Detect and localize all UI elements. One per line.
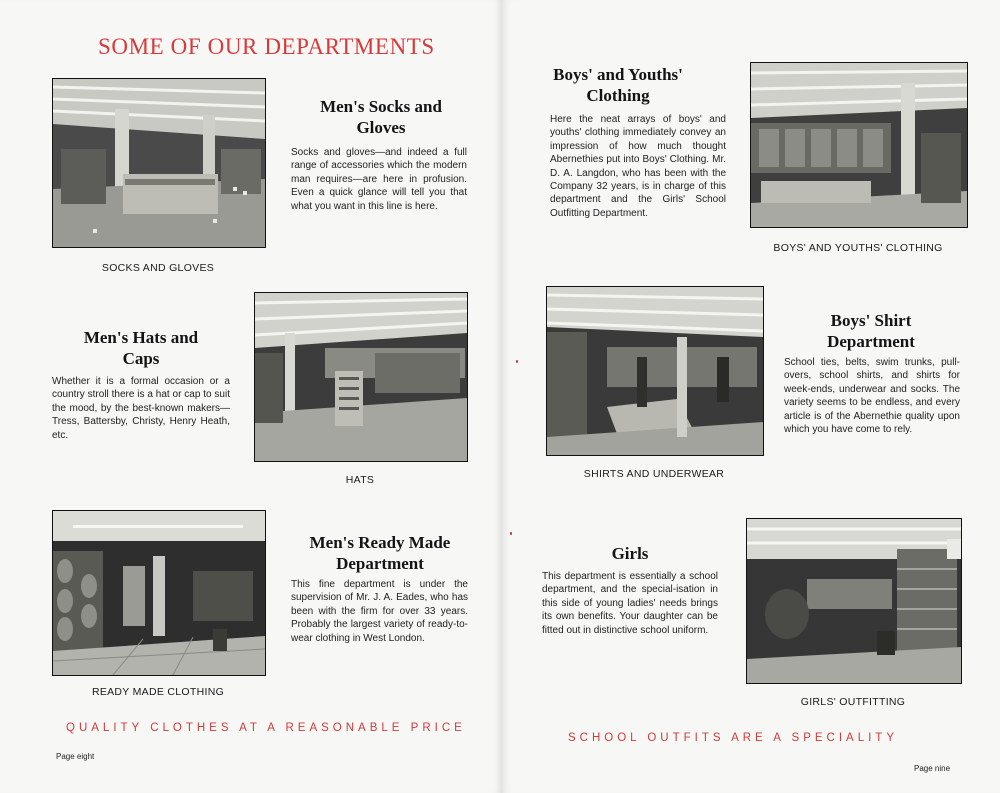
hats-heading <box>56 327 226 369</box>
socks-heading-line1: Men's Socks and <box>320 97 442 116</box>
ready-made-heading <box>292 532 468 574</box>
hats-caption: HATS <box>345 474 375 486</box>
right-slogan: SCHOOL OUTFITS ARE A SPECIALITY <box>568 732 898 744</box>
girls-caption: GIRLS' OUTFITTING <box>800 696 906 708</box>
boys-shirt-heading <box>786 310 956 352</box>
boys-youths-description: Here the neat arrays of boys' and youths' clothing immediately convey an impression of how much thought Abernethies put into Boys' Clothing. Mr. D. A. Langdon, who has been with the Company 32 years, is in charge of this department and the Girls' School Outfitting Department. <box>550 114 726 219</box>
boys-and-youths-clothing-photo <box>750 62 968 228</box>
page-title: SOME OF OUR DEPARTMENTS <box>98 34 435 59</box>
socks-description: Socks and gloves—and indeed a full range of accessories which the modern man requires—are here in profusion. Even a quick glance will tell you that what you want in this line is here. <box>291 147 467 212</box>
girls-outfitting-photo <box>746 518 962 684</box>
socks-heading <box>296 96 466 138</box>
left-slogan: QUALITY CLOTHES AT A REASONABLE PRICE <box>66 722 466 734</box>
boys-youths-caption: BOYS' AND YOUTHS' CLOTHING <box>773 242 943 254</box>
shirts-and-underwear-photo <box>546 286 764 456</box>
boys-youths-heading-line2: Clothing <box>586 86 650 105</box>
socks-heading-line2: Gloves <box>356 118 406 137</box>
shirts-caption: SHIRTS AND UNDERWEAR <box>583 468 725 480</box>
boys-shirt-heading-line2: Department <box>827 332 915 351</box>
socks-caption: SOCKS AND GLOVES <box>101 262 215 274</box>
girls-heading: Girls <box>611 544 649 563</box>
hats-heading-line2: Caps <box>122 349 160 368</box>
page-number-left: Page eight <box>56 752 95 761</box>
boys-youths-heading-line1: Boys' and Youths' <box>553 65 683 84</box>
ready-made-heading-line2: Department <box>336 554 424 573</box>
ready-made-description: This fine department is under the supervision of Mr. J. A. Eades, who has been with the firm for over 33 years. Probably the largest variety of ready-to-wear clothing in West London. <box>291 579 468 644</box>
hats-heading-line1: Men's Hats and <box>83 328 199 347</box>
print-speck <box>510 532 512 535</box>
boys-shirt-heading-line1: Boys' Shirt <box>830 311 912 330</box>
page-number-right: Page nine <box>914 764 951 773</box>
girls-description: This department is essentially a school department, and the special-isation in this side of young ladies' needs brings its own benefits. Your daughter can be fitted out in distinctive school uniform. <box>542 571 718 636</box>
ready-made-heading-line1: Men's Ready Made <box>309 533 451 552</box>
socks-and-gloves-photo <box>52 78 266 248</box>
ready-made-clothing-photo <box>52 510 266 676</box>
hats-photo <box>254 292 468 462</box>
ready-made-caption: READY MADE CLOTHING <box>91 686 225 698</box>
boys-shirt-description: School ties, belts, swim trunks, pull-overs, school shirts, and shirts for week-ends, underwear and socks. The variety seems to be endless, and every article is of the Abernethie quality upon which you have come to rely. <box>784 357 960 436</box>
page-right <box>502 0 1000 793</box>
boys-youths-heading <box>536 64 700 106</box>
print-speck <box>516 360 518 363</box>
hats-description: Whether it is a formal occasion or a country stroll there is a hat or cap to suit the mood, by the best-known makers—Tress, Battersby, Christy, Henry Heath, etc. <box>52 376 230 441</box>
